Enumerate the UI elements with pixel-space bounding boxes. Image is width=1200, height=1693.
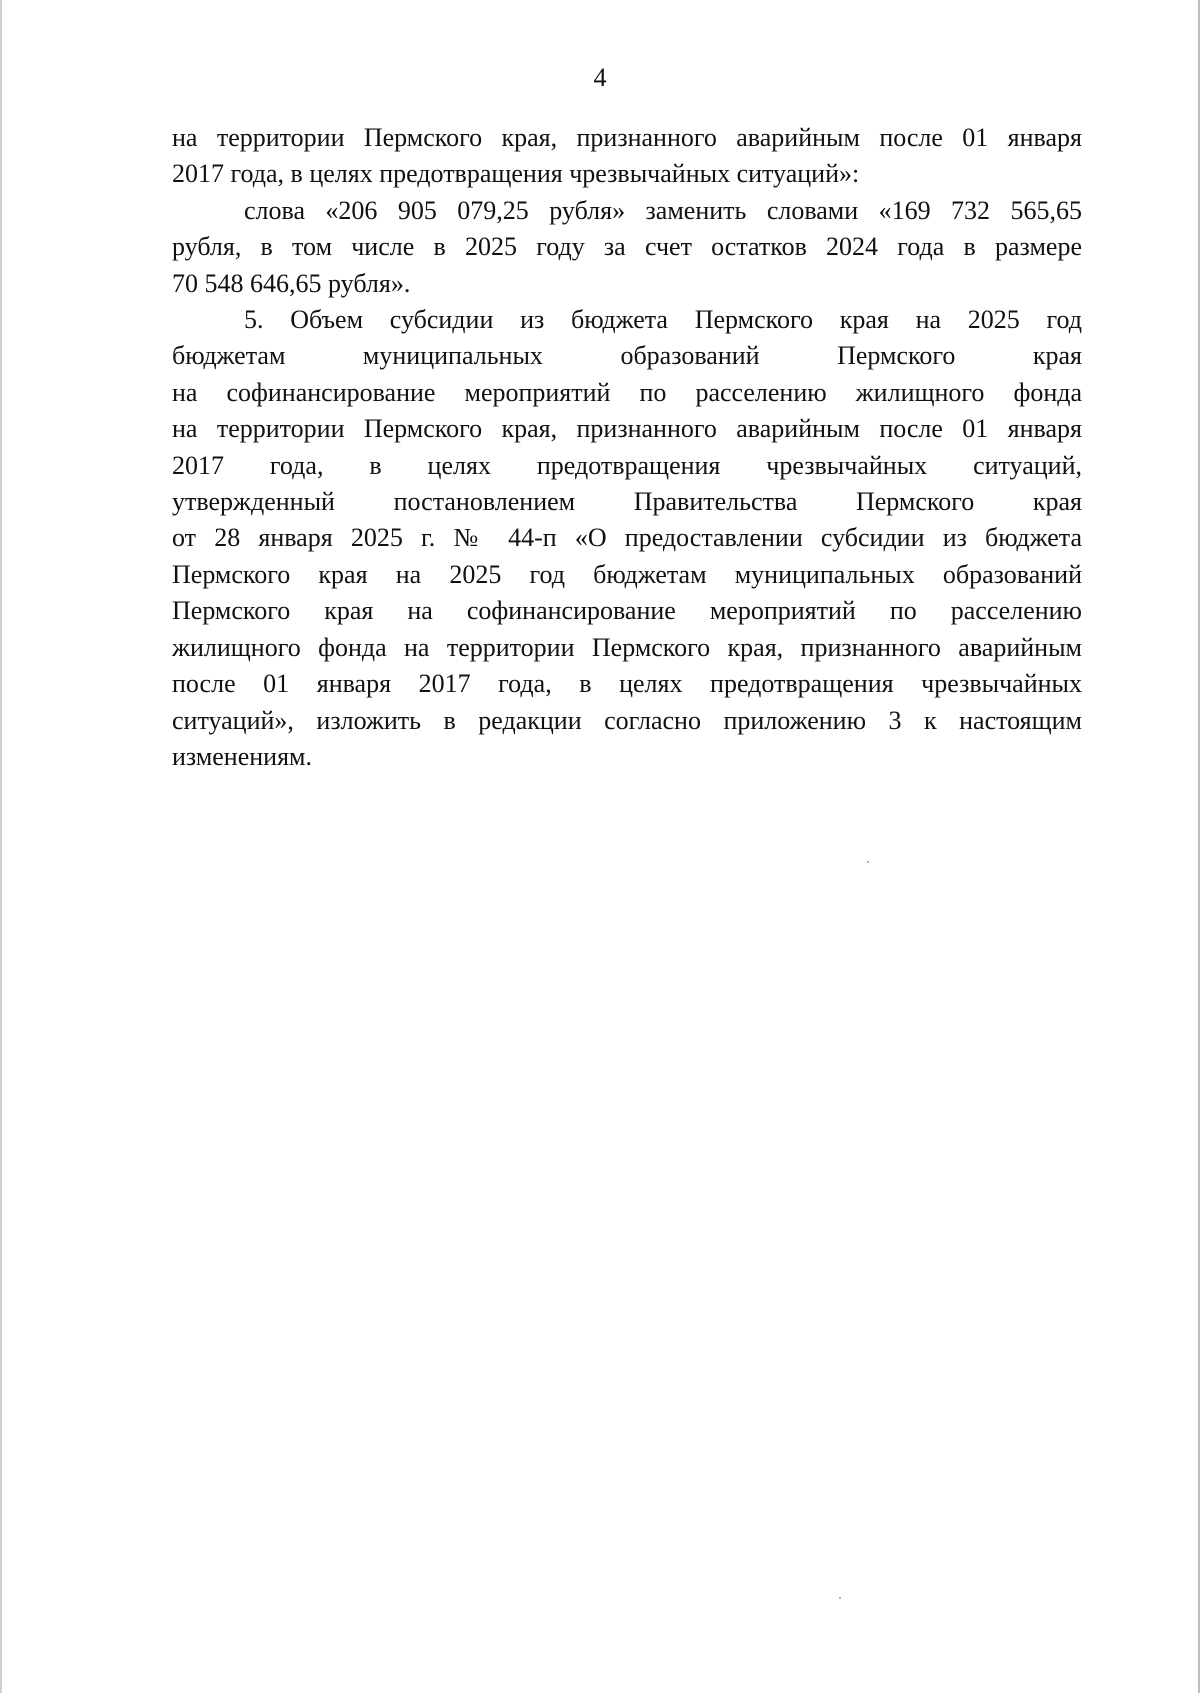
text-line: Пермского края на 2025 год бюджетам муниципальных образований xyxy=(172,559,1082,589)
body-text xyxy=(172,120,1082,775)
text-line: на софинансирование мероприятий по расселению жилищного фонда xyxy=(172,377,1082,407)
paragraph-item-5 xyxy=(172,302,1082,775)
page-number: 4 xyxy=(593,63,607,92)
text-line: изменениям. xyxy=(172,741,313,771)
scan-edge-left xyxy=(0,0,2,1693)
text-line: после 01 января 2017 года, в целях предотвращения чрезвычайных xyxy=(172,669,1082,699)
text-line: ситуаций», изложить в редакции согласно приложению 3 к настоящим xyxy=(172,705,1082,735)
text-line: от 28 января 2025 г. № 44-п «О предоставлении субсидии из бюджета xyxy=(172,523,1082,553)
paragraph-replacement xyxy=(172,193,1082,302)
paragraph-continuation xyxy=(172,120,1082,193)
text-line: жилищного фонда на территории Пермского края, признанного аварийным xyxy=(172,632,1082,662)
text-line: на территории Пермского края, признанного аварийным после 01 января xyxy=(172,123,1082,152)
scan-speck xyxy=(867,861,869,863)
text-line: 5. Объем субсидии из бюджета Пермского края на 2025 год xyxy=(244,305,1082,335)
scan-speck xyxy=(839,1597,841,1599)
text-line: 2017 года, в целях предотвращения чрезвычайных ситуаций»: xyxy=(172,159,860,189)
text-line: на территории Пермского края, признанного аварийным после 01 января xyxy=(172,414,1082,444)
text-line: 2017 года, в целях предотвращения чрезвычайных ситуаций, xyxy=(172,450,1082,480)
text-line: Пермского края на софинансирование мероприятий по расселению xyxy=(172,596,1082,626)
text-line: рубля, в том числе в 2025 году за счет остатков 2024 года в размере xyxy=(172,232,1082,262)
text-line: бюджетам муниципальных образований Пермского края xyxy=(172,341,1082,371)
text-line: утвержденный постановлением Правительства Пермского края xyxy=(172,487,1082,517)
text-line: слова «206 905 079,25 рубля» заменить словами «169 732 565,65 xyxy=(244,195,1082,225)
text-line: 70 548 646,65 рубля». xyxy=(172,268,411,298)
